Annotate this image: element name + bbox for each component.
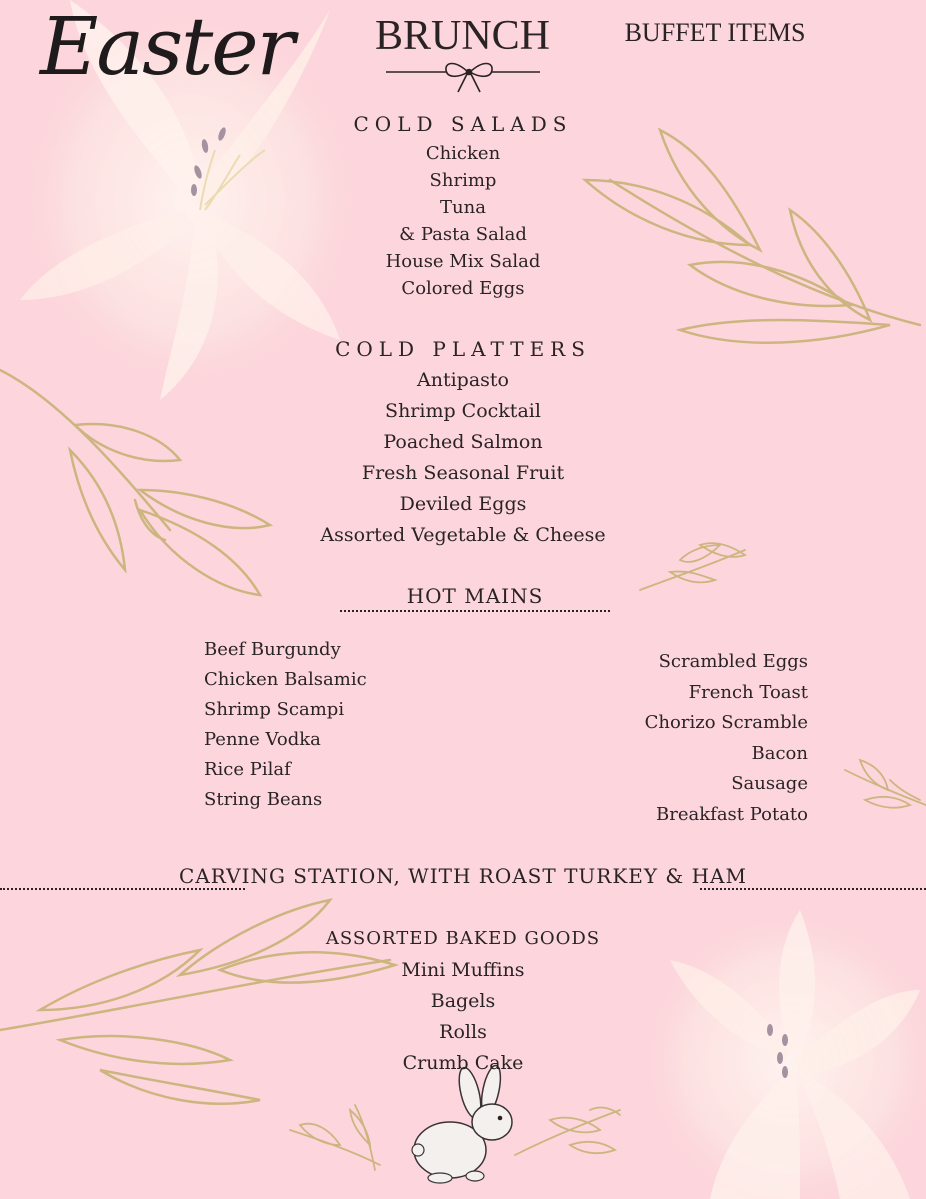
list-item: Shrimp [429,170,497,191]
menu-title-script: Easter [40,0,293,93]
bunny-icon [412,1064,512,1183]
list-item: Rolls [439,1021,487,1043]
cold-salads-list [0,140,926,302]
list-item: House Mix Salad [385,251,541,272]
list-item: Chorizo Scramble [644,712,808,733]
cold-platters-list [0,365,926,551]
list-item: Beef Burgundy [204,639,341,660]
list-item: Bacon [751,742,808,764]
list-item: & Pasta Salad [399,224,527,245]
list-item: Chicken [425,143,501,164]
list-item: Breakfast Potato [656,803,808,825]
hot-mains-right-list [560,647,808,830]
bow-icon [386,64,540,93]
hot-mains-left-list [204,635,464,815]
list-item: Tuna [440,197,486,218]
list-item: Mini Muffins [401,959,525,981]
list-item: Penne Vodka [204,729,321,750]
list-item: Scrambled Eggs [658,651,808,672]
list-item: Fresh Seasonal Fruit [361,462,565,484]
list-item: Crumb Cake [402,1052,524,1074]
list-item: Bagels [430,990,496,1012]
cold-platters-heading: COLD PLATTERS [335,337,591,361]
list-item: Assorted Vegetable & Cheese [320,524,606,546]
brunch-heading: BRUNCH [374,13,551,59]
cold-salads-heading: COLD SALADS [353,112,573,136]
list-item: Rice Pilaf [204,759,291,780]
list-item: French Toast [688,681,808,703]
list-item: Shrimp Scampi [204,699,345,720]
list-item: Shrimp Cocktail [385,400,541,422]
leaf-branch-icon [845,760,926,808]
dotted-divider [700,888,926,890]
list-item: Chicken Balsamic [204,669,367,690]
dotted-divider [0,888,245,890]
list-item: Deviled Eggs [399,493,527,515]
baked-goods-list [0,955,926,1079]
list-item: Antipasto [417,369,509,391]
buffet-items-heading: BUFFET ITEMS [624,18,806,47]
baked-goods-heading: ASSORTED BAKED GOODS [325,928,601,949]
list-item: String Beans [204,789,323,810]
list-item: Sausage [731,773,808,794]
list-item: Colored Eggs [401,278,525,299]
hot-mains-heading: HOT MAINS [340,584,610,612]
carving-station-text: CARVING STATION, WITH ROAST TURKEY & HAM [179,864,747,888]
list-item: Poached Salmon [383,431,543,453]
